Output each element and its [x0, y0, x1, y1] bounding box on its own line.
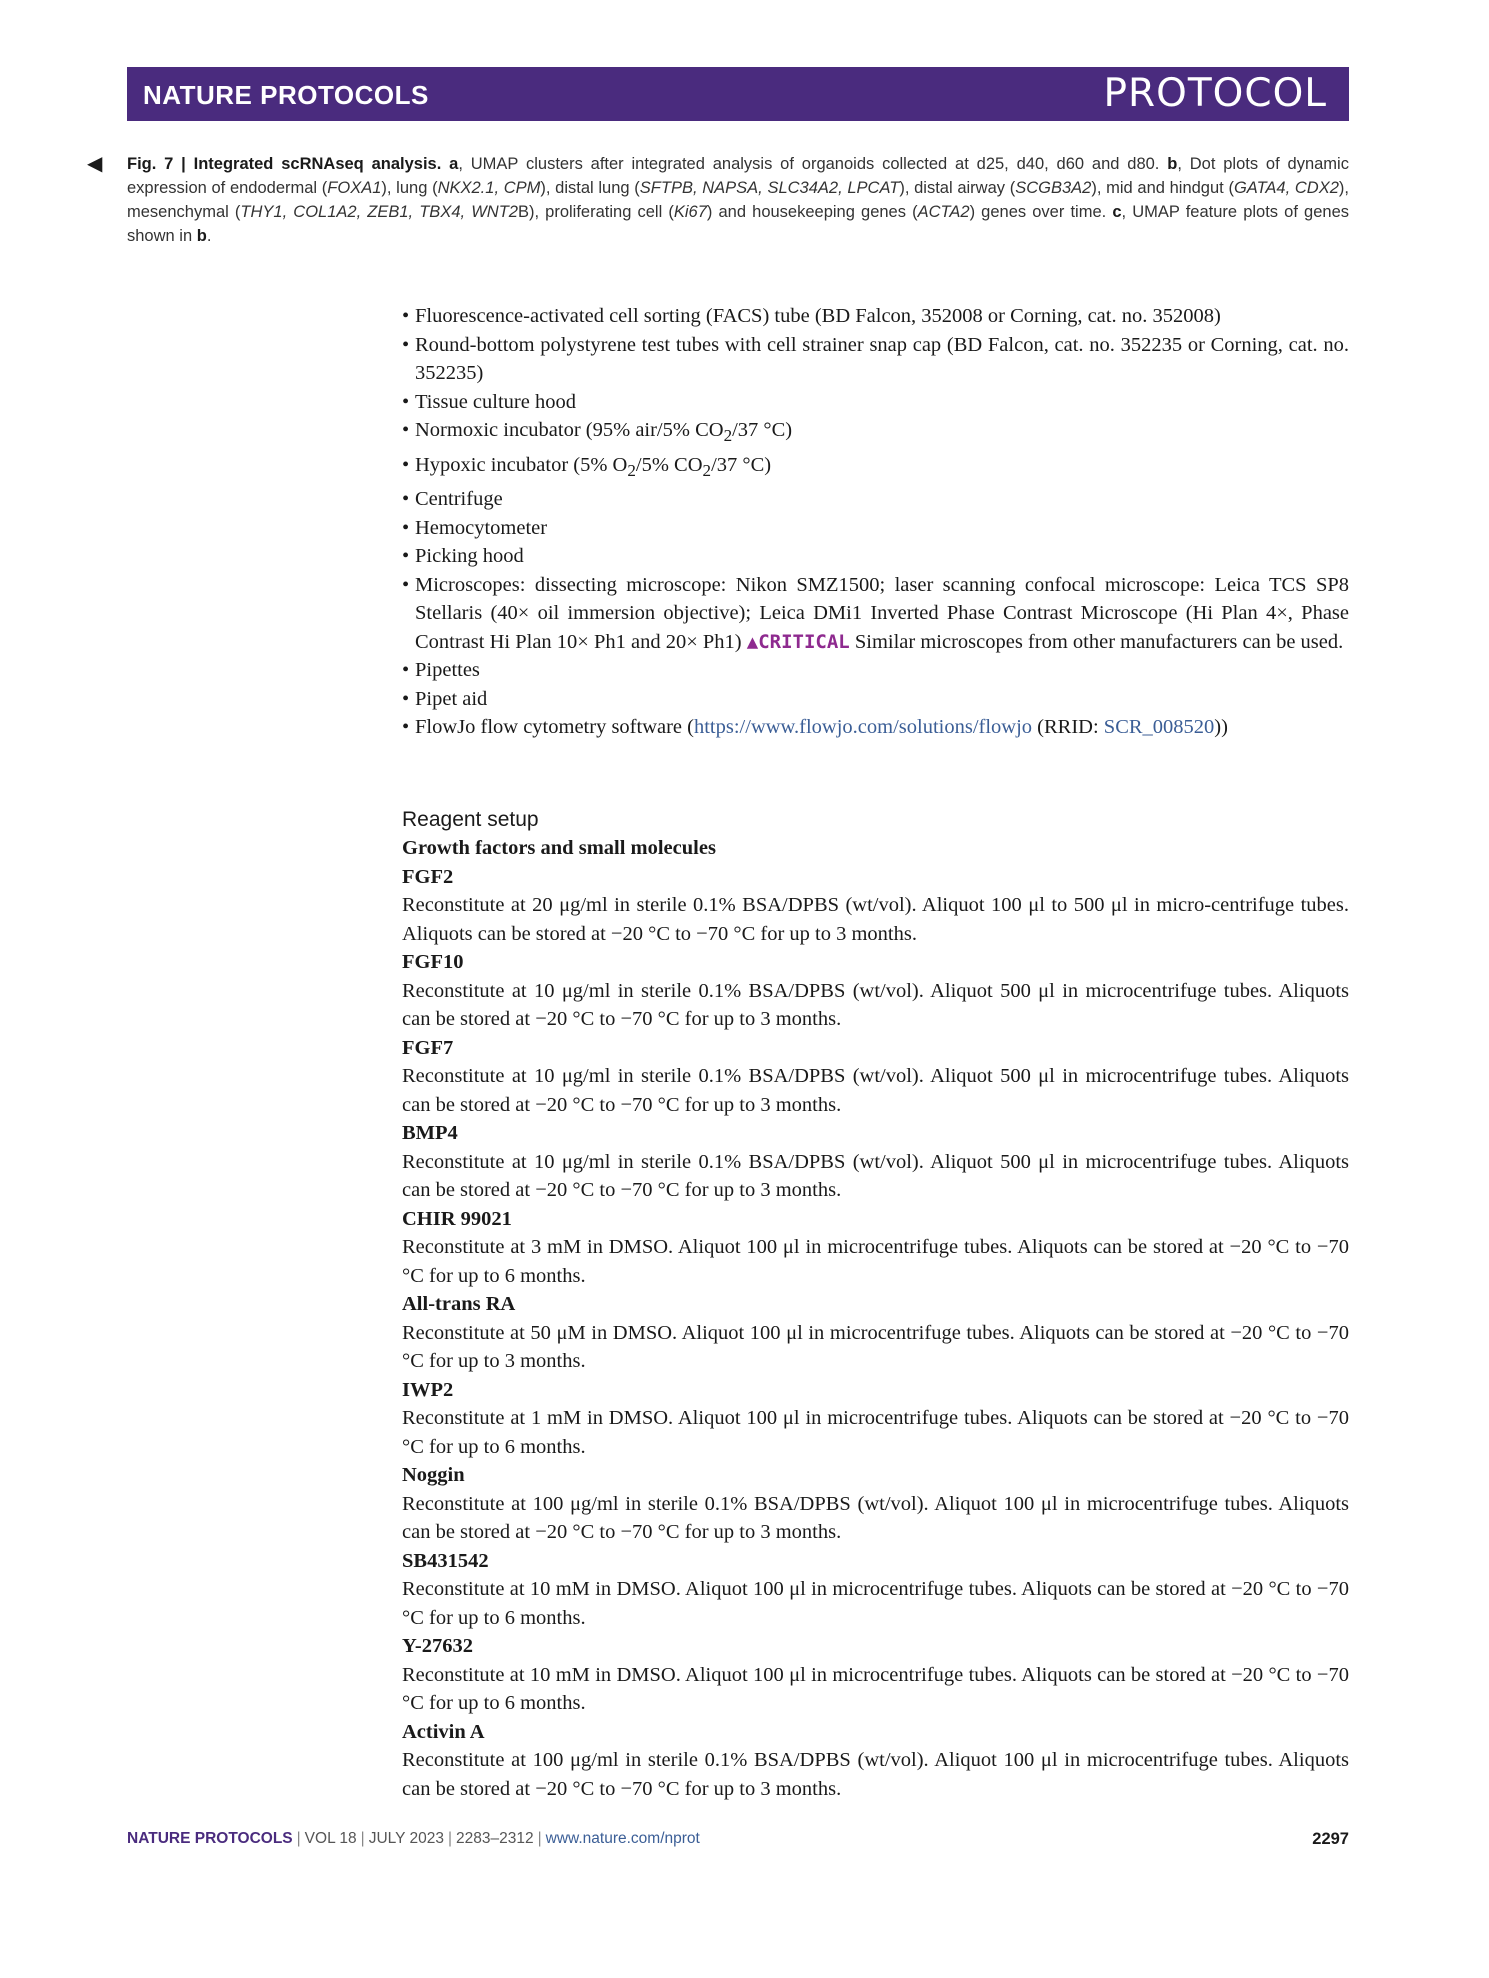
reagent-text: Reconstitute at 50 μM in DMSO. Aliquot 100 μl in microcentrifuge tubes. Aliquots can be stored at −20 °C to −70 °C for up to 3 months.	[402, 1321, 1349, 1372]
reagent-text: Reconstitute at 1 mM in DMSO. Aliquot 100 μl in microcentrifuge tubes. Aliquots can be stored at −20 °C to −70 °C for up to 6 months.	[402, 1407, 1349, 1458]
reagent-item	[402, 1034, 1349, 1120]
reagent-text: Reconstitute at 3 mM in DMSO. Aliquot 100 μl in microcentrifuge tubes. Aliquots can be stored at −20 °C to −70 °C for up to 6 months.	[402, 1236, 1349, 1287]
caption-panel-a: a	[449, 155, 459, 173]
caption-label: Fig. 7 | Integrated scRNAseq analysis.	[127, 155, 442, 173]
reagent-name: FGF2	[402, 865, 454, 888]
list-item: • Hypoxic incubator (5% $O_2/5\%$ $CO_2/37$ °C)	[402, 451, 1349, 486]
footer-pages: 2283–2312	[456, 1830, 534, 1847]
reagent-name: SB431542	[402, 1549, 489, 1572]
caption-arrow-icon[interactable]: ◀	[87, 153, 103, 175]
flowjo-link[interactable]: https://www.flowjo.com/solutions/flowjo	[693, 716, 1033, 739]
reagent-text: Reconstitute at 10 μg/ml in sterile 0.1% BSA/DPBS (wt/vol). Aliquot 500 μl in microcentrifuge tubes. Aliquots can be stored at −20 °C to −70 °C for up to 3 months.	[402, 979, 1349, 1030]
reagent-name: FGF10	[402, 951, 464, 973]
reagent-item	[402, 1119, 1349, 1205]
reagent-text: Reconstitute at 10 μg/ml in sterile 0.1% BSA/DPBS (wt/vol). Aliquot 500 μl in microcentrifuge tubes. Aliquots can be stored at −20 °C to −70 °C for up to 3 months.	[402, 1150, 1349, 1201]
equipment-list	[402, 302, 1349, 742]
rrid-link[interactable]: SCR_008520	[1103, 716, 1215, 739]
reagent-name: BMP4	[402, 1122, 458, 1144]
reagent-item	[402, 1632, 1349, 1718]
list-item: • Tissue culture hood	[402, 388, 1349, 417]
reagent-item	[402, 1461, 1349, 1547]
journal-name: NATURE PROTOCOLS	[143, 80, 429, 110]
reagent-text: Reconstitute at 10 mM in DMSO. Aliquot 100 μl in microcentrifuge tubes. Aliquots can be stored at −20 °C to −70 °C for up to 6 months.	[402, 1578, 1349, 1629]
subsection-title: Growth factors and small molecules	[402, 837, 716, 859]
list-item: • Hemocytometer	[402, 514, 1349, 543]
reagent-name: Activin A	[402, 1720, 485, 1743]
reagent-text: Reconstitute at 10 μg/ml in sterile 0.1% BSA/DPBS (wt/vol). Aliquot 500 μl in microcentrifuge tubes. Aliquots can be stored at −20 °C to −70 °C for up to 3 months.	[402, 1065, 1349, 1116]
reagent-name: FGF7	[402, 1036, 454, 1059]
reagent-name: CHIR 99021	[402, 1207, 512, 1230]
reagent-name: All-trans RA	[402, 1293, 516, 1315]
list-item: • Fluorescence-activated cell sorting (FACS) tube (BD Falcon, 352008 or Corning, cat. no. 352008)	[402, 302, 1349, 331]
reagent-item	[402, 1718, 1349, 1804]
footer-url-link[interactable]: www.nature.com/nprot	[545, 1830, 700, 1847]
reagent-item	[402, 1290, 1349, 1376]
reagent-text: Reconstitute at 100 μg/ml in sterile 0.1% BSA/DPBS (wt/vol). Aliquot 100 μl in microcentrifuge tubes. Aliquots can be stored at −20 °C to −70 °C for up to 3 months.	[402, 1749, 1349, 1800]
reagent-text: Reconstitute at 10 mM in DMSO. Aliquot 100 μl in microcentrifuge tubes. Aliquots can be stored at −20 °C to −70 °C for up to 6 months.	[402, 1663, 1349, 1714]
section-title: Reagent setup	[402, 808, 539, 831]
reagent-item	[402, 948, 1349, 1034]
reagent-text: Reconstitute at 20 μg/ml in sterile 0.1% BSA/DPBS (wt/vol). Aliquot 100 μl to 500 μl in micro-centrifuge tubes. Aliquots can be stored at −20 °C to −70 °C for up to 3 months.	[402, 894, 1349, 945]
footer-volume: VOL 18	[304, 1830, 357, 1847]
reagent-name: Y-27632	[402, 1635, 473, 1657]
article-type: PROTOCOL	[1103, 71, 1327, 116]
reagent-item	[402, 863, 1349, 949]
list-item: • Round-bottom polystyrene test tubes with cell strainer snap cap (BD Falcon, cat. no. 352235 or Corning, cat. no. 352235)	[402, 331, 1349, 388]
reagent-setup-section	[402, 806, 1349, 1803]
caption-panel-b: b	[1167, 155, 1178, 173]
journal-header-bar	[127, 67, 1349, 121]
list-item: • Microscopes: dissecting microscope: Nikon SMZ1500; laser scanning confocal microscope: Leica TCS SP8 Stellaris (40× oil immersion objective); Leica DMi1 Inverted Phase Contrast Microscope (Hi Plan 4×, Phase Contrast Hi Plan 10× Ph1 and 20× Ph1) ▲CRITICAL Similar microscopes from other manufacturers can be used.	[402, 571, 1349, 657]
list-item: • Centrifuge	[402, 485, 1349, 514]
page-number: 2297	[1312, 1830, 1349, 1848]
reagent-name: Noggin	[402, 1464, 465, 1486]
footer-journal: NATURE PROTOCOLS	[127, 1830, 293, 1847]
reagent-name: IWP2	[402, 1378, 454, 1401]
reagent-text: Reconstitute at 100 μg/ml in sterile 0.1% BSA/DPBS (wt/vol). Aliquot 100 μl in microcentrifuge tubes. Aliquots can be stored at −20 °C to −70 °C for up to 3 months.	[402, 1492, 1349, 1543]
list-item: • Pipet aid	[402, 685, 1349, 714]
list-item: • Normoxic incubator (95% air/5% $CO_2/37$ °C)	[402, 416, 1349, 451]
footer-date: JULY 2023	[368, 1830, 444, 1847]
reagent-item	[402, 1376, 1349, 1462]
list-item: • Pipettes	[402, 656, 1349, 685]
page-footer: NATURE PROTOCOLS | VOL 18 | JULY 2023 | 2283–2312 | www.nature.com/nprot 2297	[127, 1830, 1349, 1848]
caption-panel-c: c	[1112, 203, 1122, 221]
list-item: • Picking hood	[402, 542, 1349, 571]
list-item: • FlowJo flow cytometry software (https://www.flowjo.com/solutions/flowjo (RRID: SCR_008520))	[402, 713, 1349, 742]
figure-caption: ◀ Fig. 7 | Integrated scRNAseq analysis. a, UMAP clusters after integrated analysis of organoids collected at d25, d40, d60 and d80. b, Dot plots of dynamic expression of endodermal (FOXA1), lung (NKX2.1, CPM), distal lung (SFTPB, NAPSA, SLC34A2, LPCAT), distal airway (SCGB3A2), mid and hindgut (GATA4, CDX2), mesenchymal (THY1, COL1A2, ZEB1, TBX4, WNT2B), proliferating cell (Ki67) and housekeeping genes (ACTA2) genes over time. c, UMAP feature plots of genes shown in b.	[87, 153, 1349, 245]
critical-badge: ▲CRITICAL	[746, 630, 850, 653]
reagent-item	[402, 1205, 1349, 1291]
reagent-item	[402, 1547, 1349, 1633]
